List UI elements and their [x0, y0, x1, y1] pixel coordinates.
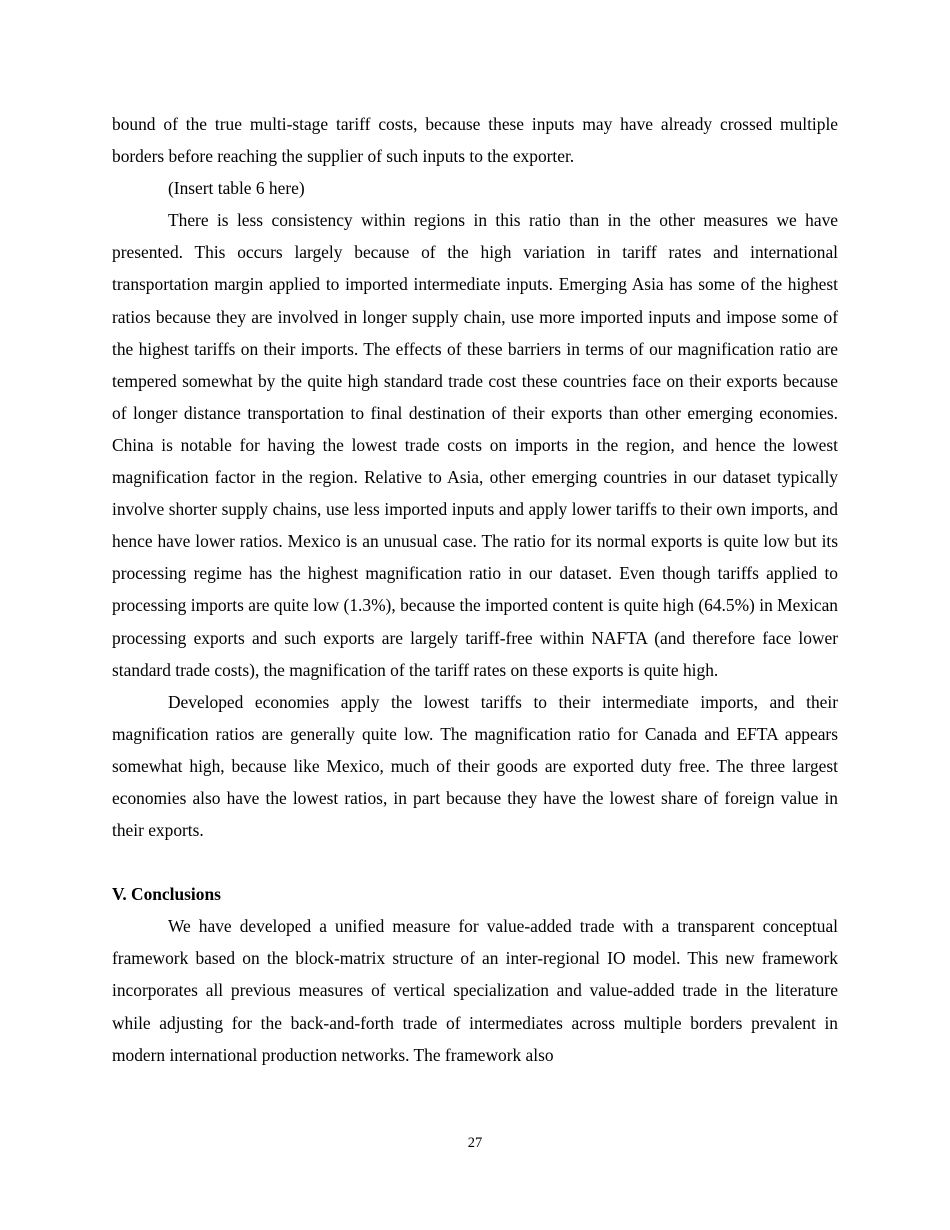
- section-heading-conclusions: V. Conclusions: [112, 884, 221, 905]
- table-insert-note: (Insert table 6 here): [168, 178, 305, 199]
- paragraph-developed-economies: Developed economies apply the lowest tariffs to their intermediate imports, and their magnification ratios are generally quite low. The magnification ratio for Canada and EFTA appears somewhat high, because like Mexico, much of their goods are exported duty free. The three largest economies also have the lowest ratios, in part because they have the lowest share of foreign value in their exports.: [112, 691, 838, 841]
- paragraph-conclusions: We have developed a unified measure for value-added trade with a transparent conceptual framework based on the block-matrix structure of an inter-regional IO model. This new framework incorporates all previous measures of vertical specialization and value-added trade in the literature while adjusting for the back-and-forth trade of intermediates across multiple borders prevalent in modern international production networks. The framework also: [112, 916, 838, 1065]
- page-number: 27: [467, 1135, 483, 1151]
- paragraph-regional-consistency: There is less consistency within regions in this ratio than in the other measures we have presented. This occurs largely because of the high variation in tariff rates and international transportation margin applied to imported intermediate inputs. Emerging Asia has some of the highest ratios because they are involved in longer supply chain, use more imported inputs and impose some of the highest tariffs on their imports. The effects of these barriers in terms of our magnification ratio are tempered somewhat by the quite high standard trade cost these countries face on their exports because of longer distance transportation to final destination of their exports than other emerging economies. China is notable for having the lowest trade costs on imports in the region, and hence the lowest magnification factor in the region. Relative to Asia, other emerging countries in our dataset typically involve shorter supply chains, use less imported inputs and apply lower tariffs to their own imports, and hence have lower ratios. Mexico is an unusual case. The ratio for its normal exports is quite low but its processing regime has the highest magnification ratio in our dataset. Even though tariffs applied to processing imports are quite low (1.3%), because the imported content is quite high (64.5%) in Mexican processing exports and such exports are largely tariff-free within NAFTA (and therefore face lower standard trade costs), the magnification of the tariff rates on these exports is quite high.: [112, 210, 838, 680]
- page-body: [112, 108, 838, 1071]
- paragraph-continuation: bound of the true multi-stage tariff costs, because these inputs may have already crossed multiple borders before reaching the supplier of such inputs to the exporter.: [112, 114, 838, 167]
